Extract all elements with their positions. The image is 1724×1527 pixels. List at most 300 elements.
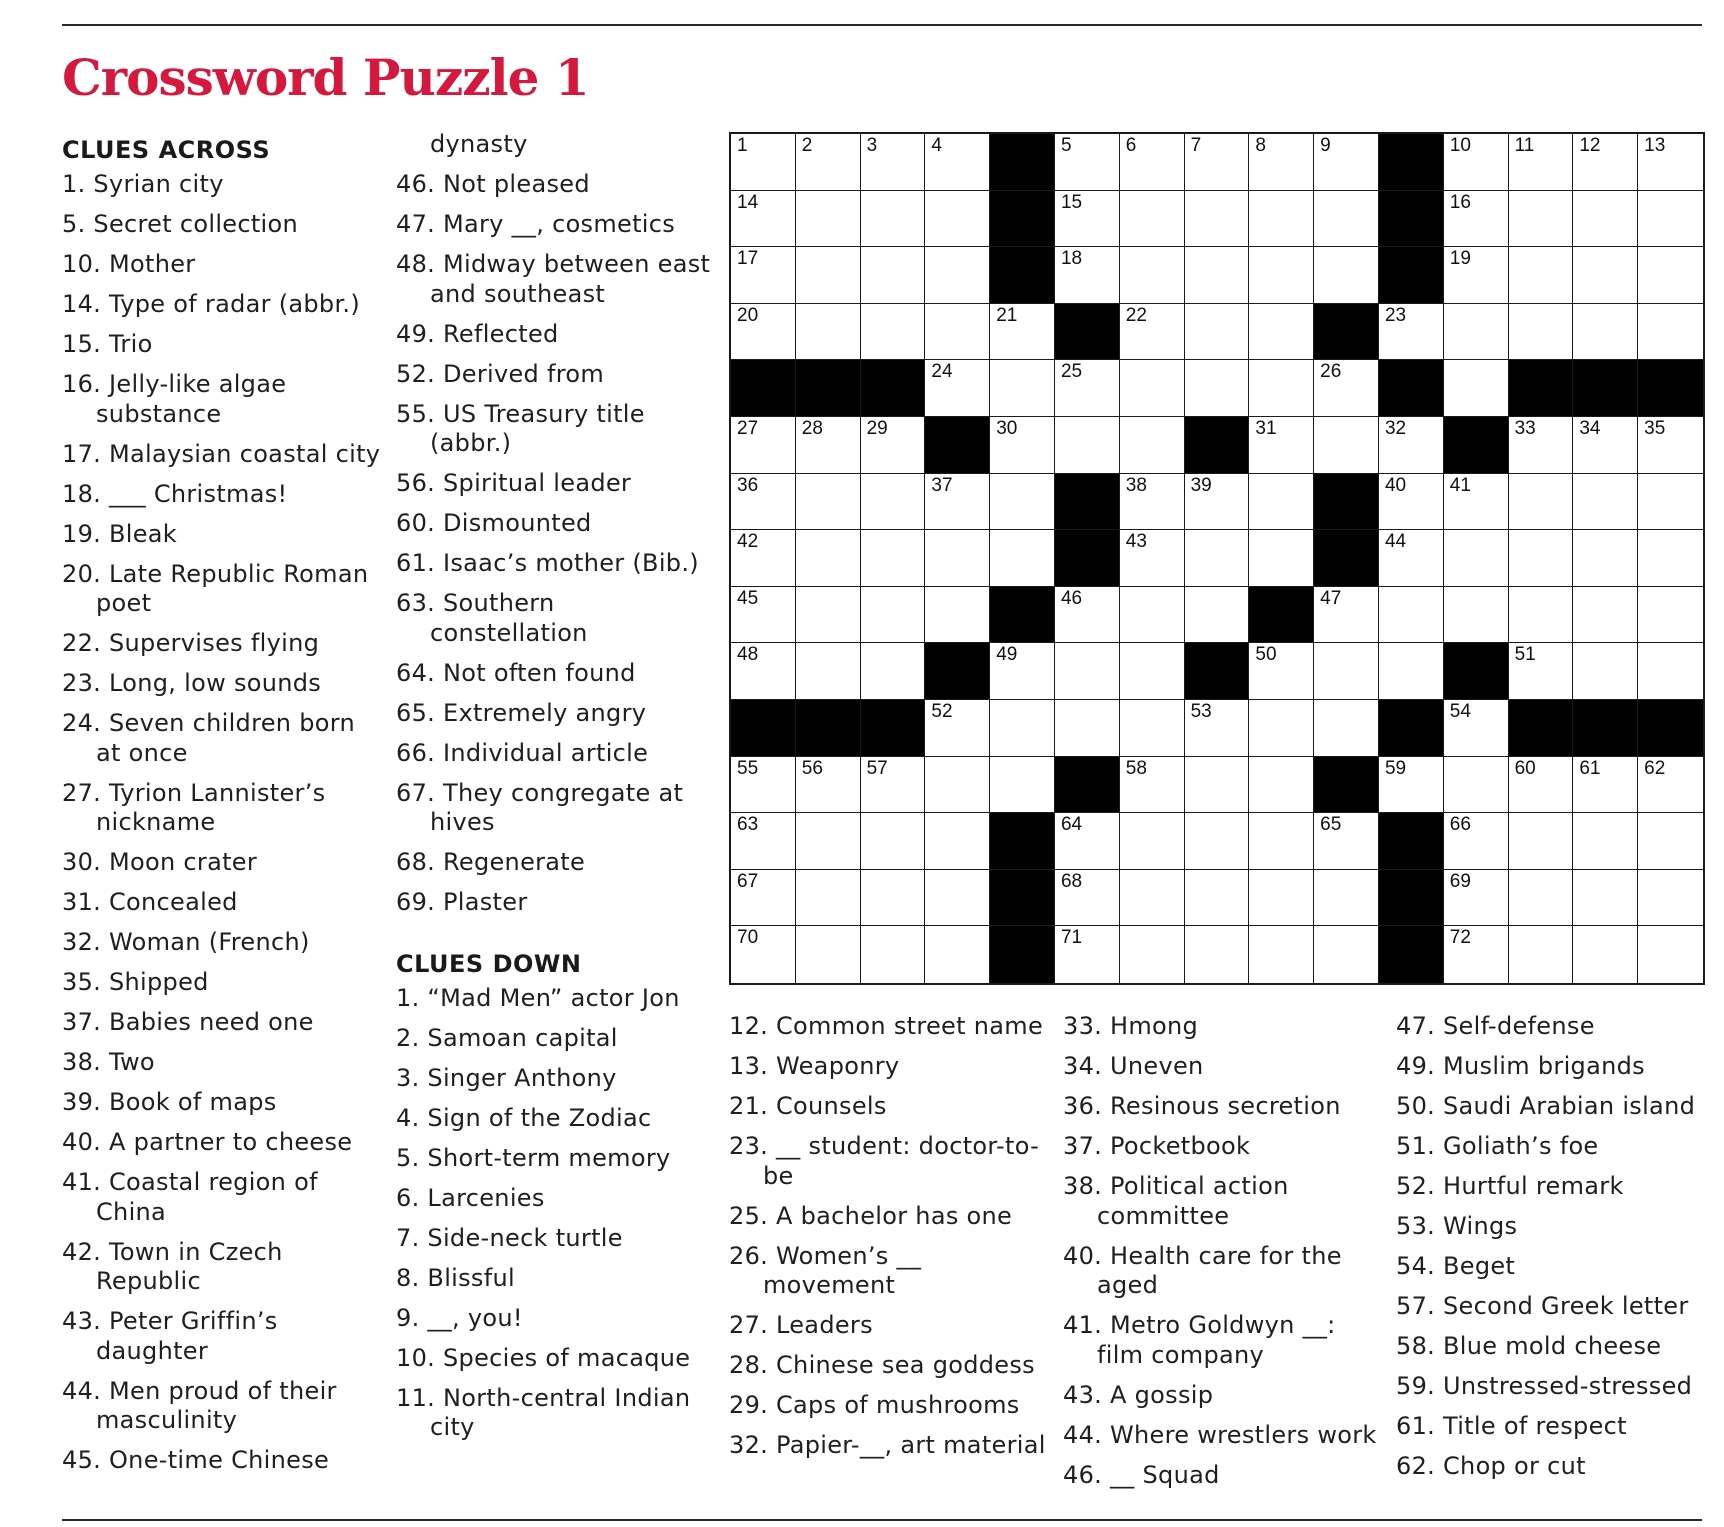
grid-cell[interactable]: [1185, 870, 1250, 927]
grid-cell[interactable]: [1185, 360, 1250, 417]
grid-cell[interactable]: [1055, 643, 1120, 700]
cell-number: 48: [737, 644, 759, 666]
cell-number: 59: [1384, 757, 1407, 779]
grid-cell[interactable]: [1185, 926, 1250, 983]
black-square: [990, 247, 1055, 304]
grid-cell[interactable]: [990, 304, 1055, 361]
grid-cell[interactable]: [1185, 757, 1250, 814]
grid-cell[interactable]: [1573, 926, 1638, 983]
cell-number: 21: [996, 304, 1018, 326]
clue-item: 13. Weaponry: [729, 1052, 900, 1080]
grid-cell[interactable]: [861, 191, 926, 248]
down-clue-list-3: [729, 1012, 1049, 1461]
grid-cell[interactable]: [1314, 813, 1379, 870]
cell-number: 71: [1060, 927, 1083, 949]
down-heading: CLUES DOWN: [396, 949, 582, 978]
black-square: [925, 417, 990, 474]
grid-cell[interactable]: [1314, 587, 1379, 644]
grid-cell[interactable]: [1444, 926, 1509, 983]
grid-cell[interactable]: [1185, 134, 1250, 191]
grid-cell[interactable]: [990, 474, 1055, 531]
cell-number: 29: [866, 417, 888, 439]
grid-cell[interactable]: [1314, 134, 1379, 191]
grid-cell[interactable]: [1120, 191, 1185, 248]
grid-cell[interactable]: [990, 360, 1055, 417]
grid-cell[interactable]: [861, 813, 926, 870]
grid-cell[interactable]: [1249, 191, 1314, 248]
black-square: [861, 360, 926, 417]
grid-cell[interactable]: [925, 813, 990, 870]
grid-cell[interactable]: [1249, 700, 1314, 757]
clue-item: 27. Tyrion Lannister’s nickname: [62, 778, 326, 836]
clue-item: 12. Common street name: [729, 1012, 1044, 1040]
grid-cell[interactable]: [796, 134, 861, 191]
black-square: [990, 870, 1055, 927]
clue-item: 63. Southern constellation: [396, 589, 588, 647]
grid-cell[interactable]: [990, 530, 1055, 587]
clue-item: 48. Midway between east and southeast: [396, 250, 711, 308]
clue-item: 57. Second Greek letter: [1396, 1292, 1689, 1320]
grid-cell[interactable]: [861, 757, 926, 814]
grid-cell[interactable]: [1379, 304, 1444, 361]
grid-cell[interactable]: [1185, 587, 1250, 644]
page-title: Crossword Puzzle 1: [62, 48, 589, 107]
grid-cell[interactable]: [1055, 700, 1120, 757]
clue-item: 37. Babies need one: [62, 1008, 314, 1036]
cell-number: 2: [801, 135, 813, 156]
grid-cell[interactable]: [1120, 474, 1185, 531]
clue-item: 40. Health care for the aged: [1063, 1241, 1342, 1299]
grid-cell[interactable]: [1379, 530, 1444, 587]
clue-item: 37. Pocketbook: [1063, 1132, 1251, 1160]
grid-cell[interactable]: [1379, 643, 1444, 700]
black-square: [1573, 700, 1638, 757]
clue-item: 41. Metro Goldwyn __: film company: [1063, 1311, 1336, 1369]
grid-cell[interactable]: [1638, 134, 1703, 191]
grid-cell[interactable]: [1444, 587, 1509, 644]
black-square: [990, 191, 1055, 248]
grid-cell[interactable]: [1314, 643, 1379, 700]
grid-cell[interactable]: [1185, 813, 1250, 870]
clue-item: 22. Supervises flying: [62, 629, 320, 657]
grid-cell[interactable]: [1120, 417, 1185, 474]
cell-number: 22: [1125, 304, 1147, 326]
grid-cell[interactable]: [1055, 360, 1120, 417]
cell-number: 13: [1644, 135, 1666, 156]
grid-cell[interactable]: [731, 757, 796, 814]
down-clue-list-5: [1396, 1012, 1716, 1482]
grid-cell[interactable]: [1314, 247, 1379, 304]
clue-item: 14. Type of radar (abbr.): [62, 290, 361, 318]
black-square: [990, 926, 1055, 983]
cell-number: 64: [1060, 814, 1083, 836]
black-square: [925, 643, 990, 700]
down-clue-list-4: [1063, 1012, 1383, 1490]
cell-number: 30: [996, 417, 1018, 439]
grid-cell[interactable]: [1444, 304, 1509, 361]
clue-item: 56. Spiritual leader: [396, 469, 632, 497]
clue-item: 23. __ student: doctor-to-be: [729, 1132, 1040, 1190]
grid-cell[interactable]: [1249, 870, 1314, 927]
cell-number: 7: [1190, 135, 1202, 156]
clue-item: 24. Seven children born at once: [62, 709, 356, 767]
clue-item: 16. Jelly-like algae substance: [62, 370, 287, 428]
grid-cell[interactable]: [1249, 134, 1314, 191]
clue-item: 18. ___ Christmas!: [62, 479, 288, 508]
grid-cell[interactable]: [1573, 191, 1638, 248]
grid-cell[interactable]: [731, 587, 796, 644]
grid-cell[interactable]: [1314, 360, 1379, 417]
grid-cell[interactable]: [1509, 304, 1574, 361]
grid-cell[interactable]: [796, 587, 861, 644]
grid-cell[interactable]: [1444, 247, 1509, 304]
grid-cell[interactable]: [861, 304, 926, 361]
grid-cell[interactable]: [1120, 587, 1185, 644]
clue-item: 36. Resinous secretion: [1063, 1092, 1341, 1120]
grid-cell[interactable]: [1120, 643, 1185, 700]
grid-cell[interactable]: [925, 700, 990, 757]
grid-cell[interactable]: [1314, 700, 1379, 757]
black-square: [990, 813, 1055, 870]
grid-cell[interactable]: [990, 643, 1055, 700]
grid-cell[interactable]: [1573, 813, 1638, 870]
grid-cell[interactable]: [1638, 474, 1703, 531]
grid-cell[interactable]: [1509, 587, 1574, 644]
grid-cell[interactable]: [1120, 360, 1185, 417]
grid-cell[interactable]: [1055, 870, 1120, 927]
grid-cell[interactable]: [731, 247, 796, 304]
cell-number: 62: [1644, 757, 1666, 779]
grid-cell[interactable]: [1185, 530, 1250, 587]
grid-cell[interactable]: [925, 587, 990, 644]
grid-cell[interactable]: [925, 474, 990, 531]
grid-cell[interactable]: [1055, 247, 1120, 304]
cell-number: 35: [1644, 417, 1666, 439]
crossword-grid: [729, 132, 1705, 985]
grid-cell[interactable]: [1573, 587, 1638, 644]
cell-number: 60: [1514, 757, 1536, 779]
grid-cell[interactable]: [1573, 643, 1638, 700]
grid-cell[interactable]: [1055, 134, 1120, 191]
cell-number: 39: [1190, 474, 1212, 496]
grid-cell[interactable]: [1120, 813, 1185, 870]
grid-cell[interactable]: [925, 247, 990, 304]
cell-number: 20: [737, 304, 759, 326]
cell-number: 58: [1125, 757, 1147, 779]
grid-cell[interactable]: [990, 700, 1055, 757]
black-square: [1509, 700, 1574, 757]
grid-cell[interactable]: [1509, 926, 1574, 983]
grid-cell[interactable]: [1314, 870, 1379, 927]
grid-cell[interactable]: [731, 643, 796, 700]
grid-cell[interactable]: [1185, 247, 1250, 304]
grid-cell[interactable]: [1573, 474, 1638, 531]
grid-cell[interactable]: [1314, 926, 1379, 983]
grid-cell[interactable]: [796, 870, 861, 927]
cell-number: 36: [737, 474, 759, 496]
grid-cell[interactable]: [731, 813, 796, 870]
grid-cell[interactable]: [861, 530, 926, 587]
grid-cell[interactable]: [925, 191, 990, 248]
grid-cell[interactable]: [796, 304, 861, 361]
grid-cell[interactable]: [1573, 530, 1638, 587]
grid-cell[interactable]: [1573, 757, 1638, 814]
clue-item: 20. Late Republic Roman poet: [62, 559, 369, 617]
grid-cell[interactable]: [925, 870, 990, 927]
grid-cell[interactable]: [1444, 700, 1509, 757]
clue-item: 41. Coastal region of China: [62, 1168, 318, 1226]
clue-item: 54. Beget: [1396, 1252, 1516, 1280]
grid-cell[interactable]: [1444, 360, 1509, 417]
grid-cell[interactable]: [731, 417, 796, 474]
clue-item: 32. Papier-__, art material: [729, 1431, 1046, 1459]
cell-number: 45: [737, 587, 759, 609]
grid-cell[interactable]: [990, 757, 1055, 814]
grid-cell[interactable]: [1638, 304, 1703, 361]
grid-cell[interactable]: [1185, 474, 1250, 531]
black-square: [1638, 360, 1703, 417]
grid-cell[interactable]: [1573, 247, 1638, 304]
grid-cell[interactable]: [1638, 247, 1703, 304]
black-square: [1185, 417, 1250, 474]
grid-cell[interactable]: [1185, 191, 1250, 248]
grid-cell[interactable]: [1120, 530, 1185, 587]
black-square: [1314, 757, 1379, 814]
grid-cell[interactable]: [796, 813, 861, 870]
cell-number: 40: [1384, 474, 1407, 496]
black-square: [1055, 304, 1120, 361]
across-clue-list-2: [396, 170, 716, 918]
cell-number: 5: [1060, 135, 1072, 156]
grid-cell[interactable]: [1379, 474, 1444, 531]
grid-cell[interactable]: [1249, 247, 1314, 304]
grid-cell[interactable]: [1444, 191, 1509, 248]
grid-cell[interactable]: [1444, 870, 1509, 927]
cell-number: 14: [737, 191, 759, 213]
grid-cell[interactable]: [1509, 474, 1574, 531]
grid-cell[interactable]: [1509, 643, 1574, 700]
grid-cell[interactable]: [1249, 304, 1314, 361]
black-square: [1379, 700, 1444, 757]
grid-cell[interactable]: [861, 417, 926, 474]
grid-cell[interactable]: [1573, 304, 1638, 361]
grid-cell[interactable]: [1185, 304, 1250, 361]
down-clues-column-3: [729, 1012, 1049, 1471]
clue-item: 29. Caps of mushrooms: [729, 1391, 1020, 1419]
grid-cell[interactable]: [1379, 587, 1444, 644]
crossword-grid-wrapper: [729, 132, 1705, 985]
grid-cell[interactable]: [1314, 191, 1379, 248]
cell-number: 61: [1579, 757, 1601, 779]
cell-number: 8: [1255, 135, 1266, 156]
grid-cell[interactable]: [861, 870, 926, 927]
clue-item: 38. Two: [62, 1048, 155, 1076]
grid-cell[interactable]: [1638, 191, 1703, 248]
grid-cell[interactable]: [1509, 134, 1574, 191]
cell-number: 47: [1320, 587, 1342, 609]
clue-item: 39. Book of maps: [62, 1088, 277, 1116]
grid-cell[interactable]: [796, 247, 861, 304]
grid-cell[interactable]: [1573, 870, 1638, 927]
grid-cell[interactable]: [1055, 813, 1120, 870]
grid-cell[interactable]: [796, 643, 861, 700]
clue-item: 51. Goliath’s foe: [1396, 1132, 1599, 1160]
grid-cell[interactable]: [796, 191, 861, 248]
grid-cell[interactable]: [1638, 587, 1703, 644]
grid-cell[interactable]: [1120, 134, 1185, 191]
cell-number: 63: [737, 814, 759, 836]
grid-cell[interactable]: [1249, 417, 1314, 474]
grid-cell[interactable]: [1120, 247, 1185, 304]
grid-cell[interactable]: [925, 926, 990, 983]
grid-cell[interactable]: [925, 757, 990, 814]
grid-cell[interactable]: [925, 134, 990, 191]
clue-item: 3. Singer Anthony: [396, 1063, 617, 1092]
grid-cell[interactable]: [1249, 474, 1314, 531]
grid-cell[interactable]: [1055, 926, 1120, 983]
grid-cell[interactable]: [1120, 870, 1185, 927]
cell-number: 57: [866, 757, 888, 779]
cell-number: 27: [737, 417, 759, 439]
grid-cell[interactable]: [925, 360, 990, 417]
clue-item: 62. Chop or cut: [1396, 1452, 1586, 1480]
grid-cell[interactable]: [861, 474, 926, 531]
grid-cell[interactable]: [861, 247, 926, 304]
black-square: [1185, 643, 1250, 700]
grid-cell[interactable]: [1509, 417, 1574, 474]
grid-cell[interactable]: [1055, 417, 1120, 474]
grid-cell[interactable]: [1444, 530, 1509, 587]
clue-item: 52. Hurtful remark: [1396, 1172, 1624, 1200]
grid-cell[interactable]: [796, 757, 861, 814]
clue-item: 47. Self-defense: [1396, 1012, 1595, 1040]
down-clues-column-4: [1063, 1012, 1383, 1501]
grid-cell[interactable]: [1120, 926, 1185, 983]
grid-cell[interactable]: [796, 474, 861, 531]
grid-cell[interactable]: [1509, 870, 1574, 927]
grid-cell[interactable]: [1249, 360, 1314, 417]
across-clue-list: [62, 170, 382, 1476]
grid-cell[interactable]: [861, 134, 926, 191]
grid-cell[interactable]: [1249, 926, 1314, 983]
bottom-rule: [62, 1519, 1702, 1521]
cell-number: 55: [737, 757, 759, 779]
grid-cell[interactable]: [1444, 134, 1509, 191]
grid-cell[interactable]: [1249, 813, 1314, 870]
grid-cell[interactable]: [1055, 191, 1120, 248]
grid-cell[interactable]: [1120, 304, 1185, 361]
grid-cell[interactable]: [1379, 417, 1444, 474]
grid-cell[interactable]: [796, 530, 861, 587]
clue-item: 35. Shipped: [62, 968, 209, 996]
black-square: [1379, 870, 1444, 927]
clue-item: 61. Isaac’s mother (Bib.): [396, 549, 699, 577]
black-square: [1314, 474, 1379, 531]
grid-cell[interactable]: [1185, 700, 1250, 757]
clue-item: 45. One-time Chinese: [62, 1446, 330, 1474]
clue-item: 43. Peter Griffin’s daughter: [62, 1307, 278, 1365]
grid-cell[interactable]: [1444, 757, 1509, 814]
cell-number: 54: [1449, 700, 1471, 722]
grid-cell[interactable]: [731, 134, 796, 191]
grid-cell[interactable]: [1055, 587, 1120, 644]
grid-cell[interactable]: [1509, 813, 1574, 870]
black-square: [796, 360, 861, 417]
grid-cell[interactable]: [1638, 643, 1703, 700]
grid-cell[interactable]: [1509, 530, 1574, 587]
grid-cell[interactable]: [925, 304, 990, 361]
grid-cell[interactable]: [1638, 417, 1703, 474]
clue-item: 52. Derived from: [396, 359, 605, 388]
grid-cell[interactable]: [1120, 757, 1185, 814]
black-square: [1379, 926, 1444, 983]
grid-cell[interactable]: [796, 417, 861, 474]
grid-cell[interactable]: [731, 191, 796, 248]
clue-item: 44. Men proud of their masculinity: [62, 1376, 337, 1434]
cell-number: 31: [1255, 417, 1277, 439]
grid-cell[interactable]: [1509, 247, 1574, 304]
clue-item: 31. Concealed: [62, 888, 238, 916]
grid-cell[interactable]: [1509, 191, 1574, 248]
grid-cell[interactable]: [861, 587, 926, 644]
grid-cell[interactable]: [1120, 700, 1185, 757]
grid-cell[interactable]: [1573, 417, 1638, 474]
grid-cell[interactable]: [1249, 757, 1314, 814]
black-square: [1055, 530, 1120, 587]
grid-cell[interactable]: [1509, 757, 1574, 814]
black-square: [1573, 360, 1638, 417]
clue-item: 44. Where wrestlers work: [1063, 1420, 1377, 1449]
grid-cell[interactable]: [1249, 530, 1314, 587]
clue-item: 15. Trio: [62, 330, 153, 358]
grid-cell[interactable]: [1379, 757, 1444, 814]
grid-cell[interactable]: [731, 530, 796, 587]
grid-cell[interactable]: [1444, 474, 1509, 531]
cell-number: 16: [1449, 191, 1471, 213]
grid-cell[interactable]: [731, 926, 796, 983]
grid-cell[interactable]: [731, 304, 796, 361]
grid-cell[interactable]: [861, 926, 926, 983]
grid-cell[interactable]: [1638, 813, 1703, 870]
grid-cell[interactable]: [731, 870, 796, 927]
grid-cell[interactable]: [990, 417, 1055, 474]
grid-cell[interactable]: [1638, 870, 1703, 927]
grid-cell[interactable]: [861, 643, 926, 700]
across-heading: CLUES ACROSS: [62, 136, 271, 164]
cell-number: 49: [996, 644, 1018, 666]
black-square: [1379, 134, 1444, 191]
cell-number: 6: [1125, 135, 1137, 156]
black-square: [1509, 360, 1574, 417]
grid-cell[interactable]: [796, 926, 861, 983]
grid-cell[interactable]: [1638, 530, 1703, 587]
grid-cell[interactable]: [1638, 926, 1703, 983]
grid-cell[interactable]: [925, 530, 990, 587]
clue-item: 67. They congregate at hives: [396, 778, 684, 836]
black-square: [1249, 587, 1314, 644]
cell-number: 4: [931, 135, 942, 156]
cell-number: 70: [737, 927, 759, 949]
cell-number: 44: [1384, 531, 1407, 553]
grid-cell[interactable]: [1314, 417, 1379, 474]
grid-cell[interactable]: [1573, 134, 1638, 191]
grid-cell[interactable]: [731, 474, 796, 531]
clue-item: 55. US Treasury title (abbr.): [396, 399, 645, 457]
grid-cell[interactable]: [1638, 757, 1703, 814]
grid-cell[interactable]: [1444, 813, 1509, 870]
grid-cell[interactable]: [1249, 643, 1314, 700]
clue-item: 7. Side-neck turtle: [396, 1223, 623, 1252]
